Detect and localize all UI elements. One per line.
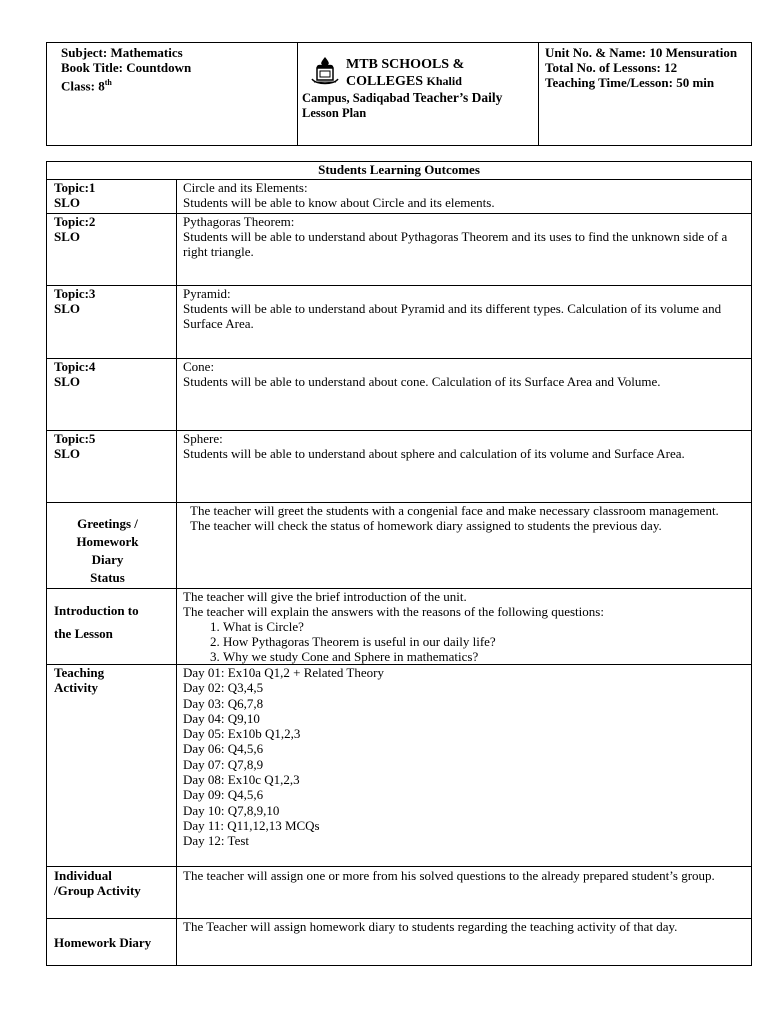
list-item: Day 10: Q7,8,9,10 xyxy=(183,802,280,818)
group-activity-text: The teacher will assign one or more from his solved questions to the already prepared student’s group. xyxy=(177,867,752,919)
school-cell xyxy=(298,43,539,146)
group-activity-row xyxy=(47,867,752,919)
list-item: Day 03: Q6,7,8 xyxy=(183,695,264,711)
topic-row xyxy=(47,180,752,214)
topic-name: Pythagoras Theorem: xyxy=(183,214,295,229)
header-table xyxy=(46,42,752,146)
outcomes-table xyxy=(46,161,752,966)
topic-name: Cone: xyxy=(183,359,215,374)
list-item: Day 02: Q3,4,5 xyxy=(183,680,264,696)
subject: Subject: Mathematics xyxy=(61,45,183,60)
topic-name: Circle and its Elements: xyxy=(183,180,308,195)
unit-name: Unit No. & Name: 10 Mensuration xyxy=(545,45,738,60)
group-activity-label: Individual /Group Activity xyxy=(47,867,177,919)
homework-row xyxy=(47,919,752,966)
unit-info-cell xyxy=(539,43,752,146)
teaching-time: Teaching Time/Lesson: 50 min xyxy=(545,75,715,90)
slo-label: SLO xyxy=(54,446,81,461)
school-logo-icon xyxy=(308,55,342,89)
list-item: 1. What is Circle? xyxy=(223,619,751,634)
list-item: Day 08: Ex10c Q1,2,3 xyxy=(183,772,300,788)
school-name-line2: COLLEGES xyxy=(346,74,424,89)
slo-label: SLO xyxy=(54,195,81,210)
class-label: Class: 8th xyxy=(61,78,112,94)
topic-row xyxy=(47,286,752,359)
school-campus-a: Khalid xyxy=(426,74,462,88)
slo-label: SLO xyxy=(54,229,81,244)
list-item: 3. Why we study Cone and Sphere in mathematics? xyxy=(223,649,751,664)
plan-title-a: Teacher’s Daily xyxy=(412,90,503,105)
list-item: Day 04: Q9,10 xyxy=(183,710,260,726)
intro-line-2: The teacher will explain the answers with the reasons of the following questions: xyxy=(183,604,604,619)
topic-slo-text: Students will be able to understand about cone. Calculation of its Surface Area and Volume. xyxy=(183,374,661,389)
homework-label: Homework Diary xyxy=(47,919,177,966)
list-item: Day 07: Q7,8,9 xyxy=(183,756,264,772)
slo-label: SLO xyxy=(54,374,81,389)
school-campus-b: Campus, Sadiqabad xyxy=(302,91,410,105)
introduction-row xyxy=(47,589,752,665)
list-item: Day 05: Ex10b Q1,2,3 xyxy=(183,726,301,742)
introduction-label: Introduction to the Lesson xyxy=(47,589,177,665)
plan-title-b: Lesson Plan xyxy=(302,106,367,120)
topic-row xyxy=(47,214,752,286)
list-item: Day 11: Q11,12,13 MCQs xyxy=(183,817,320,833)
topic-slo-text: Students will be able to know about Circle and its elements. xyxy=(183,195,495,210)
topic-label: Topic:1 xyxy=(54,180,96,195)
topic-name: Pyramid: xyxy=(183,286,231,301)
topic-label: Topic:3 xyxy=(54,286,96,301)
list-item: Day 12: Test xyxy=(183,833,250,849)
topic-row xyxy=(47,431,752,503)
topic-row xyxy=(47,359,752,431)
teaching-label: Teaching Activity xyxy=(47,665,177,867)
outcomes-title: Students Learning Outcomes xyxy=(47,162,752,180)
list-item: Day 09: Q4,5,6 xyxy=(183,787,264,803)
topic-label: Topic:4 xyxy=(54,359,96,374)
topic-label: Topic:5 xyxy=(54,431,96,446)
topic-label: Topic:2 xyxy=(54,214,96,229)
greetings-label: Greetings / Homework Diary Status xyxy=(47,503,177,589)
intro-questions xyxy=(183,619,751,664)
topic-slo-text: Students will be able to understand about sphere and calculation of its volume and Surface Area. xyxy=(183,446,685,461)
course-info-cell xyxy=(47,43,298,146)
introduction-content xyxy=(177,589,752,665)
greetings-row xyxy=(47,503,752,589)
book-title: Book Title: Countdown xyxy=(61,60,192,75)
intro-line-1: The teacher will give the brief introduction of the unit. xyxy=(183,589,467,604)
list-item: Day 06: Q4,5,6 xyxy=(183,741,264,757)
school-name-line1: MTB SCHOOLS & xyxy=(346,57,465,72)
total-lessons: Total No. of Lessons: 12 xyxy=(545,60,678,75)
teaching-row xyxy=(47,665,752,867)
topic-slo-text: Students will be able to understand about Pyramid and its different types. Calculation of its volume and Surface Area. xyxy=(183,301,722,331)
list-item: 2. How Pythagoras Theorem is useful in our daily life? xyxy=(223,634,751,649)
topic-name: Sphere: xyxy=(183,431,223,446)
topic-slo-text: Students will be able to understand about Pythagoras Theorem and its uses to find the unknown side of a right triangle. xyxy=(183,229,728,259)
slo-label: SLO xyxy=(54,301,81,316)
list-item: Day 01: Ex10a Q1,2 + Related Theory xyxy=(183,665,384,680)
teaching-days xyxy=(177,665,752,867)
greetings-text: The teacher will greet the students with a congenial face and make necessary classroom management. The teacher will check the status of homework diary assigned to students the previous day. xyxy=(177,503,752,589)
homework-text: The Teacher will assign homework diary to students regarding the teaching activity of that day. xyxy=(177,919,752,966)
